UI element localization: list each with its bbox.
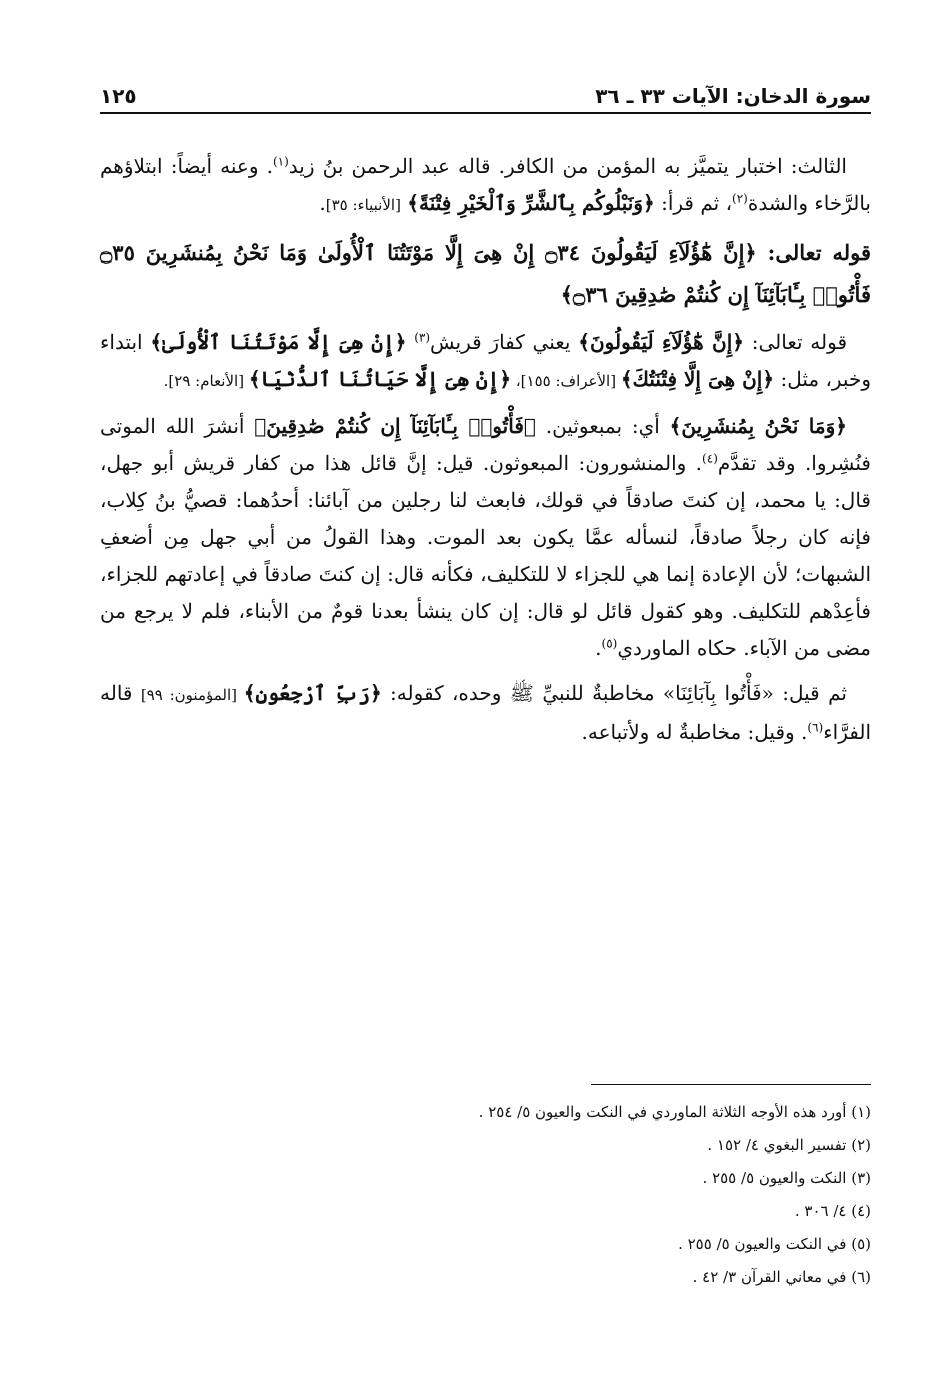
verse-text: ﴿إِنَّ هَٰٓؤُلَآءِ لَيَقُولُونَ ۝٣٤ إِنْ هِىَ إِلَّا مَوْتَتُنَا ٱلْأُولَىٰ وَمَا نَحْنُ بِمُنشَرِينَ ۝٣٥ فَأْتُوا۟ بِـَٔابَآئِنَآ إِن كُنتُمْ صَٰدِقِينَ ۝٣٦﴾ [100,240,871,307]
quran-quote: ﴿فَأْتُوا۟ بِـَٔابَآئِنَآ إِن كُنتُمْ صَٰدِقِينَ﴾ [254,414,536,438]
footnote-marker[interactable]: (٣) [414,330,431,345]
paragraph-3: ﴿وَمَا نَحْنُ بِمُنشَرِينَ﴾ أي: بمبعوثين. ﴿فَأْتُوا۟ بِـَٔابَآئِنَآ إِن كُنتُمْ صَٰدِقِينَ﴾ أنشرَ الله الموتى فنُشِروا. وقد تقدَّم$^{(٤)}$. والمنشورون: المبعوثون. قيل: إنَّ قائل هذا من كفار قريش أبو جهل، قال: يا محمد، إن كنتَ صادقاً في قولك، فابعث لنا رجلين من آبائنا: أحدُهما: قصيُّ بنُ كِلاب، فإنه كان رجلاً صادقاً، لنسأله عمَّا يكون بعد الموت. وهذا القولُ من أبي جهل مِن أضعفِ الشبهات؛ لأن الإعادة إنما هي للجزاء لا للتكليف، فكأنه قال: إن كنتَ صادقاً في إعادتهم للجزاء، فأعِدْهم للتكليف. وهو كقول قائل لو قال: إن كان ينشأ بعدنا قومٌ من الأبناء، فلم لا يرجع من مضى من الآباء. حكاه الماوردي$^{(٥)}$. [100,414,871,660]
footnote-4: (٤) ٤/ ٣٠٦ . [794,1202,871,1220]
page-number: ١٢٥ [100,84,137,108]
main-text [100,148,871,751]
paragraph-1: الثالث: اختبار يتميَّز به المؤمن من الكافر. قاله عبد الرحمن بنُ زيد$^{(١)}$. وعنه أيضاً: ابتلاؤهم بالرَّخاء والشدة$^{(٢)}$، ثم قرأ: ﴿وَنَبْلُوكُم بِٱلشَّرِّ وَٱلْخَيْرِ فِتْنَةً﴾ [الأنبياء: ٣٥]. [100,154,871,215]
header-rule [100,112,871,114]
footnote-1: (١) أورد هذه الأوجه الثلاثة الماوردي في النكت والعيون ٥/ ٢٥٤ . [478,1103,871,1121]
footnote-6: (٦) في معاني القرآن ٣/ ٤٢ . [692,1268,871,1286]
quran-quote: ﴿إِنْ هِىَ إِلَّا مَوْتَتُنَا ٱلْأُولَىٰ﴾ [150,330,407,354]
quran-quote: ﴿إِنْ هِىَ إِلَّا فِتْنَتُكَ﴾ [620,367,775,391]
quran-quote: ﴿وَنَبْلُوكُم بِٱلشَّرِّ وَٱلْخَيْرِ فِتْنَةً﴾ [407,191,655,215]
footnote-divider [591,1084,871,1085]
footnote-3: (٣) النكت والعيون ٥/ ٢٥٥ . [702,1169,871,1187]
quran-quote: ﴿إِنَّ هَٰٓؤُلَآءِ لَيَقُولُونَ﴾ [578,330,744,354]
footnote-marker[interactable]: (٦) [807,720,824,735]
verse-block [100,232,871,316]
page-header [100,68,871,108]
quran-quote: ﴿وَمَا نَحْنُ بِمُنشَرِينَ﴾ [669,414,847,438]
footnote-marker[interactable]: (٥) [601,636,618,651]
footnote-marker[interactable]: (١) [272,154,289,169]
paragraph-2: قوله تعالى: ﴿إِنَّ هَٰٓؤُلَآءِ لَيَقُولُونَ﴾ يعني كفارَ قريش$^{(٣)}$ ﴿إِنْ هِىَ إِلَّا مَوْتَتُنَا ٱلْأُولَىٰ﴾ ابتداء وخبر، مثل: ﴿إِنْ هِىَ إِلَّا فِتْنَتُكَ﴾ [الأعراف: ١٥٥]، ﴿إِنْ هِىَ إِلَّا حَيَاتُنَا ٱلدُّنْيَا﴾ [الأنعام: ٢٩]. [100,330,871,391]
surah-title: سورة الدخان: الآيات ٣٣ ـ ٣٦ [595,84,871,108]
quran-reference: [الأنبياء: ٣٥] [325,196,401,214]
footnote-marker[interactable]: (٤) [702,451,718,466]
footnote-2: (٢) تفسير البغوي ٤/ ١٥٢ . [707,1136,871,1154]
footnote-5: (٥) في النكت والعيون ٥/ ٢٥٥ . [678,1235,871,1253]
quran-reference: [المؤمنون: ٩٩] [140,686,244,704]
quran-quote: ﴿إِنْ هِىَ إِلَّا حَيَاتُنَا ٱلدُّنْيَا﴾ [248,367,512,391]
quran-reference: [الأنعام: ٢٩]. [163,372,249,390]
quran-quote: ﴿رَبِّ ٱرْجِعُونِ﴾ [243,681,382,705]
paragraph-4: ثم قيل: «فَأْتُوا بِآبَائِنَا» مخاطبةٌ للنبيِّ ﷺ وحده، كقوله: ﴿رَبِّ ٱرْجِعُونِ﴾ [المؤمنون: ٩٩] قاله الفرَّاء$^{(٦)}$. وقيل: مخاطبةٌ له ولأتباعه. [100,681,871,744]
footnotes [100,1096,871,1294]
footnote-marker[interactable]: (٢) [732,191,748,206]
quran-reference: [الأعراف: ١٥٥]، [511,372,621,390]
verse-label: قوله تعالى: [756,240,871,265]
